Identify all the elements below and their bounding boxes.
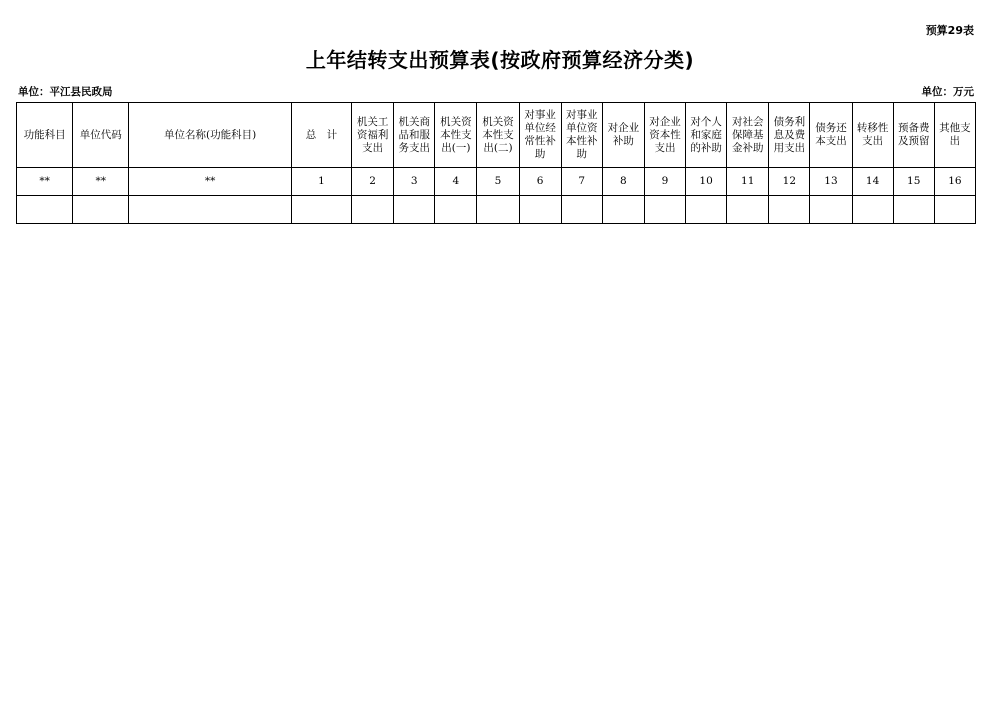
table-cell	[394, 196, 435, 224]
header-cell-enterprise-subsidy: 对企业补助	[602, 103, 644, 168]
table-cell	[727, 196, 769, 224]
table-header-row	[17, 103, 976, 168]
reporting-unit: 单位：平江县民政局	[18, 86, 113, 98]
table-cell: 13	[810, 168, 852, 196]
table-cell: 5	[477, 168, 519, 196]
table-cell	[73, 196, 129, 224]
currency-unit: 单位：万元	[921, 86, 974, 98]
table-cell	[769, 196, 810, 224]
table-row	[17, 168, 976, 196]
table-cell	[352, 196, 394, 224]
header-cell-unit-code: 单位代码	[73, 103, 129, 168]
table-cell	[686, 196, 727, 224]
table-cell: 10	[686, 168, 727, 196]
table-cell	[291, 196, 351, 224]
table-cell: 11	[727, 168, 769, 196]
budget-table	[16, 102, 976, 224]
table-cell	[810, 196, 852, 224]
header-cell-household-subsidy: 对个人和家庭的补助	[686, 103, 727, 168]
table-cell: 6	[519, 168, 561, 196]
table-cell: 8	[602, 168, 644, 196]
table-cell: 4	[435, 168, 477, 196]
table-cell: 14	[852, 168, 893, 196]
table-cell: 1	[291, 168, 351, 196]
header-cell-capital-1: 机关资本性支出(一)	[435, 103, 477, 168]
header-cell-salary-welfare: 机关工资福利支出	[352, 103, 394, 168]
header-cell-other: 其他支出	[934, 103, 975, 168]
table-cell	[852, 196, 893, 224]
header-cell-institution-regular-subsidy: 对事业单位经常性补助	[519, 103, 561, 168]
table-cell: 3	[394, 168, 435, 196]
table-cell	[561, 196, 602, 224]
header-cell-social-security-subsidy: 对社会保障基金补助	[727, 103, 769, 168]
table-cell	[17, 196, 73, 224]
form-number: 预算29表	[925, 24, 974, 37]
header-cell-debt-interest: 债务利息及费用支出	[769, 103, 810, 168]
table-cell: 12	[769, 168, 810, 196]
header-cell-enterprise-capital: 对企业资本性支出	[644, 103, 685, 168]
page-title: 上年结转支出预算表(按政府预算经济分类)	[305, 48, 695, 72]
table-cell	[477, 196, 519, 224]
header-cell-goods-services: 机关商品和服务支出	[394, 103, 435, 168]
table-cell: 9	[644, 168, 685, 196]
table-cell: 16	[934, 168, 975, 196]
header-cell-function-subject: 功能科目	[17, 103, 73, 168]
header-cell-reserve: 预备费及预留	[893, 103, 934, 168]
table-cell	[602, 196, 644, 224]
table-cell: **	[129, 168, 292, 196]
table-cell: 15	[893, 168, 934, 196]
table-row	[17, 196, 976, 224]
header-cell-total: 总 计	[291, 103, 351, 168]
header-cell-institution-capital-subsidy: 对事业单位资本性补助	[561, 103, 602, 168]
table-cell	[644, 196, 685, 224]
table-cell	[435, 196, 477, 224]
header-cell-transfer: 转移性支出	[852, 103, 893, 168]
header-cell-debt-principal: 债务还本支出	[810, 103, 852, 168]
header-cell-unit-name: 单位名称(功能科目)	[129, 103, 292, 168]
table-cell	[893, 196, 934, 224]
table-cell	[934, 196, 975, 224]
table-cell	[519, 196, 561, 224]
table-cell: **	[17, 168, 73, 196]
table-cell: **	[73, 168, 129, 196]
table-cell: 2	[352, 168, 394, 196]
table-cell: 7	[561, 168, 602, 196]
header-cell-capital-2: 机关资本性支出(二)	[477, 103, 519, 168]
table-cell	[129, 196, 292, 224]
